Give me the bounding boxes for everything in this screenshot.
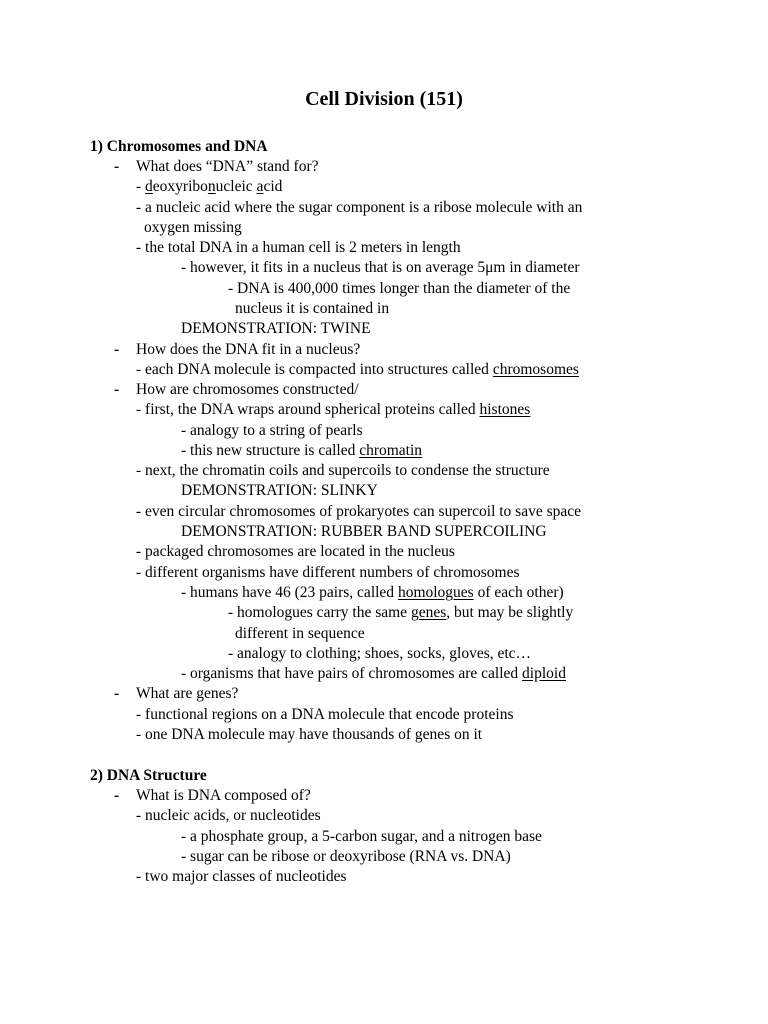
note-homologues-genes-cont: different in sequence [235,625,365,642]
note-coils-supercoils: - next, the chromatin coils and supercoils to condense the structure [136,462,550,479]
section-heading-chromosomes-dna: 1) Chromosomes and DNA [90,138,268,155]
note-nucleic-acid-cont: oxygen missing [144,219,242,236]
demonstration-rubber-band: DEMONSTRATION: RUBBER BAND SUPERCOILING [181,523,547,540]
note-two-classes: - two major classes of nucleotides [136,868,347,885]
term-homologues: homologues [397,584,474,601]
note-chromatin: - this new structure is called chromatin [181,442,423,459]
bullet-marker: - [114,341,120,358]
demonstration-twine: DEMONSTRATION: TWINE [181,320,371,337]
note-fits-in-nucleus: - however, it fits in a nucleus that is on average 5μm in diameter [181,259,580,276]
question-dna-stand-for: What does “DNA” stand for? [136,158,319,175]
question-dna-composed: What is DNA composed of? [136,787,311,804]
document-title: Cell Division (151) [305,88,463,110]
term-chromatin: chromatin [359,442,423,459]
note-analogy-pearls: - analogy to a string of pearls [181,422,363,439]
answer-deoxyribonucleic-acid: - deoxyribonucleic acid [136,178,283,195]
note-nucleotides: - nucleic acids, or nucleotides [136,807,321,824]
bullet-marker: - [114,685,120,702]
note-wraps-histones: - first, the DNA wraps around spherical proteins called histones [136,401,531,418]
bullet-marker: - [114,787,120,804]
term-diploid: diploid [522,665,566,682]
note-compacted-chromosomes: - each DNA molecule is compacted into structures called chromosomes [136,361,579,378]
note-ribose-deoxyribose: - sugar can be ribose or deoxyribose (RNA vs. DNA) [181,848,511,865]
term-chromosomes: chromosomes [492,361,579,378]
note-humans-46: - humans have 46 (23 pairs, called homologues of each other) [181,584,564,601]
note-different-numbers: - different organisms have different numbers of chromosomes [136,564,520,581]
note-prokaryotes-supercoil: - even circular chromosomes of prokaryotes can supercoil to save space [136,503,582,520]
question-what-are-genes: What are genes? [136,685,239,702]
bullet-marker: - [114,381,120,398]
question-chromosomes-constructed: How are chromosomes constructed/ [136,381,359,398]
question-dna-fit-nucleus: How does the DNA fit in a nucleus? [136,341,361,358]
term-genes: genes [410,604,447,621]
note-homologues-genes: - homologues carry the same genes, but may be slightly [228,604,574,621]
note-diploid: - organisms that have pairs of chromosomes are called diploid [181,665,566,682]
note-located-nucleus: - packaged chromosomes are located in the nucleus [136,543,455,560]
note-times-longer-cont: nucleus it is contained in [235,300,390,317]
note-functional-regions: - functional regions on a DNA molecule that encode proteins [136,706,514,723]
demonstration-slinky: DEMONSTRATION: SLINKY [181,482,378,499]
note-times-longer: - DNA is 400,000 times longer than the diameter of the [228,280,571,297]
note-total-dna-length: - the total DNA in a human cell is 2 meters in length [136,239,461,256]
note-analogy-clothing: - analogy to clothing; shoes, socks, gloves, etc… [228,645,532,662]
term-histones: histones [479,401,531,418]
bullet-marker: - [114,158,120,175]
section-heading-dna-structure: 2) DNA Structure [90,767,207,784]
note-thousands-genes: - one DNA molecule may have thousands of genes on it [136,726,483,743]
note-phosphate-sugar-base: - a phosphate group, a 5-carbon sugar, and a nitrogen base [181,828,542,845]
note-nucleic-acid: - a nucleic acid where the sugar component is a ribose molecule with an [136,199,583,216]
